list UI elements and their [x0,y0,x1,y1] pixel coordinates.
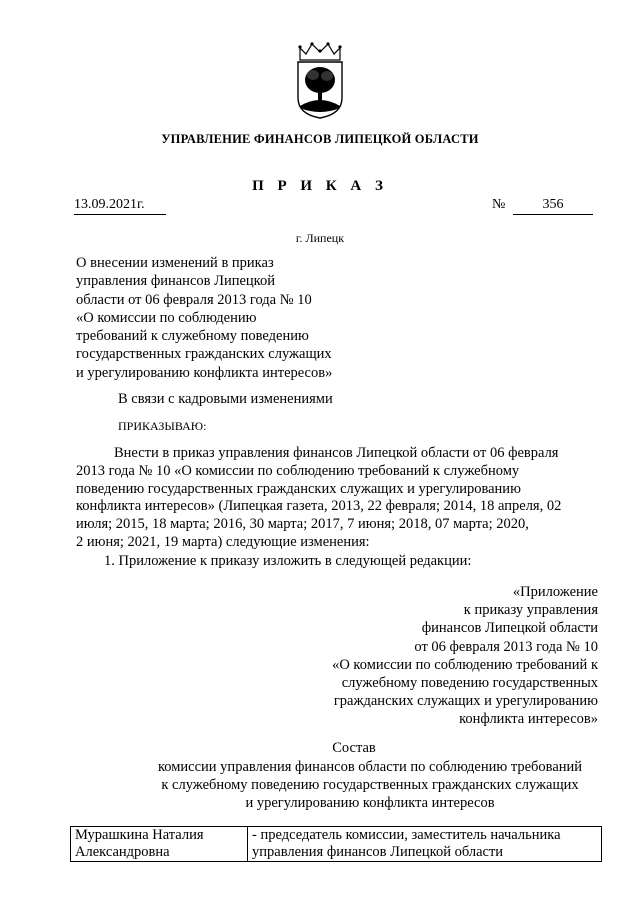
body-line: июля; 2015, 18 марта; 2016, 30 марта; 2017, 7 июня; 2018, 07 марта; 2020, [76,516,529,533]
document-type-title: П Р И К А З [252,178,388,194]
composition-line: и урегулированию конфликта интересов [245,795,495,811]
order-item-1: 1. Приложение к приказу изложить в следующей редакции: [104,553,472,569]
member-name-cell [71,827,248,862]
subject-line: области от 06 февраля 2013 года № 10 [76,291,312,308]
body-line: Внести в приказ управления финансов Липецкой области от 06 февраля [114,445,559,461]
order-date: 13.09.2021г. [74,196,166,215]
members-table [70,826,602,862]
member-role-line: управления финансов Липецкой области [252,844,504,860]
member-role-line: - председатель комиссии, заместитель начальника [252,827,561,843]
organization-name: УПРАВЛЕНИЕ ФИНАНСОВ ЛИПЕЦКОЙ ОБЛАСТИ [161,132,479,146]
body-line: 2 июня; 2021, 19 марта) следующие изменения: [76,533,370,550]
appendix-header [300,583,598,729]
appendix-line: служебному поведению государственных [341,675,598,692]
subject-line: управления финансов Липецкой [76,273,275,290]
coat-of-arms-icon [294,42,346,120]
appendix-line: «Приложение [512,584,598,600]
subject-line: и урегулированию конфликта интересов» [76,364,333,381]
body-line: 2013 года № 10 «О комиссии по соблюдению требований к служебному [76,462,520,479]
composition-line: к служебному поведению государственных гражданских служащих [161,777,579,793]
city-name: г. Липецк [295,231,345,245]
member-role-cell [248,827,602,862]
order-number: 356 [513,196,593,215]
member-name-line: Мурашкина Наталия [75,827,204,843]
composition-description [100,758,640,812]
order-body [76,445,600,552]
appendix-line: «О комиссии по соблюдению требований к [332,656,598,673]
table-row [71,827,602,862]
body-line: поведению государственных гражданских служащих и урегулированию [76,480,521,497]
appendix-line: финансов Липецкой области [421,620,598,637]
member-name-line: Александровна [75,844,170,860]
appendix-line: от 06 февраля 2013 года № 10 [414,638,598,655]
number-sign: № [492,197,506,212]
order-subject [76,254,376,382]
subject-line: требований к служебному поведению [76,328,309,345]
appendix-line: гражданских служащих и урегулированию [333,693,598,710]
appendix-line: к приказу управления [463,602,598,619]
body-line: конфликта интересов» (Липецкая газета, 2013, 22 февраля; 2014, 18 апреля, 02 [76,498,562,515]
subject-line: государственных гражданских служащих [76,346,332,363]
composition-line: комиссии управления финансов области по соблюдению требований [157,759,583,775]
order-word: ПРИКАЗЫВАЮ: [118,419,207,433]
subject-line: О внесении изменений в приказ [76,255,274,271]
subject-line: «О комиссии по соблюдению [76,309,257,326]
order-basis: В связи с кадровыми изменениями [118,391,333,407]
composition-title: Состав [332,740,376,756]
appendix-line: конфликта интересов» [459,711,598,728]
